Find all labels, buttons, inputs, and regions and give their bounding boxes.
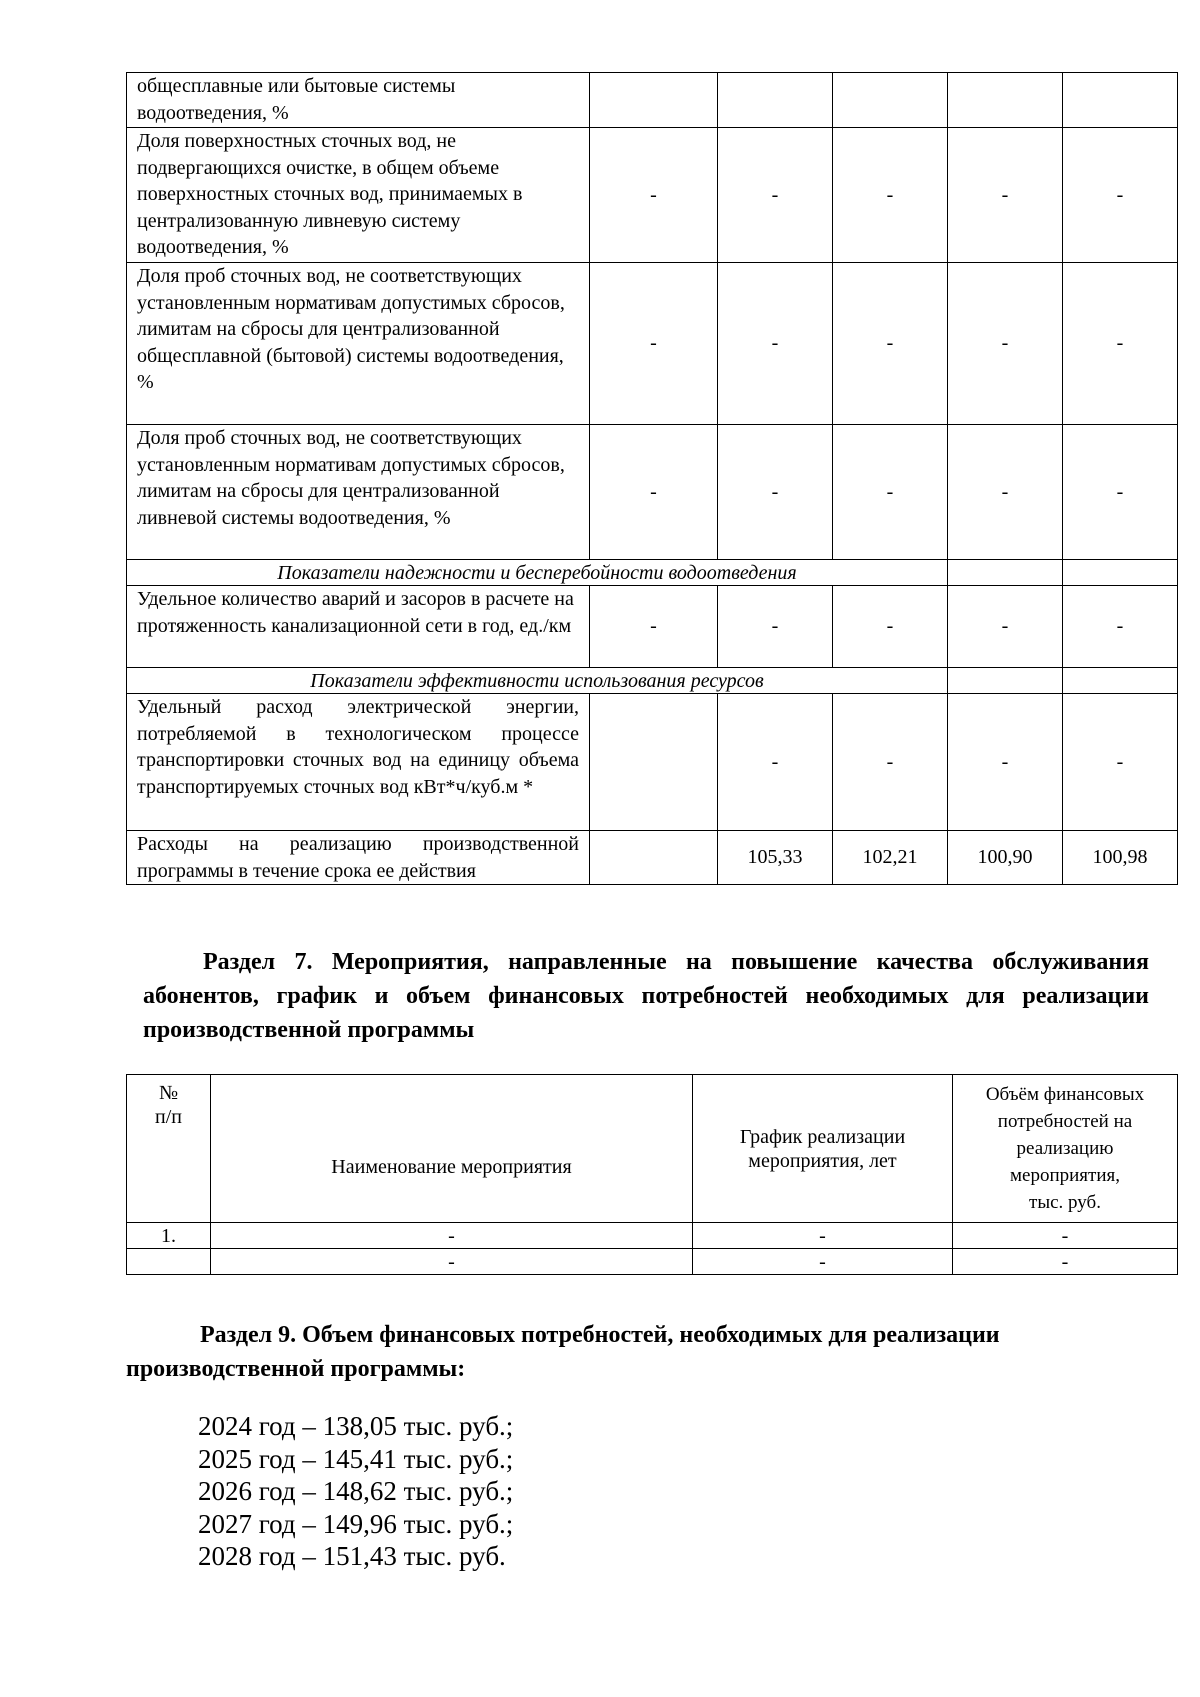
- table-header-row: [127, 1075, 1178, 1223]
- table-row: [127, 694, 1178, 831]
- indicator-value: -: [948, 128, 1063, 263]
- indicator-value: -: [1063, 128, 1178, 263]
- indicator-value: -: [833, 586, 948, 668]
- list-item: 2025 год – 145,41 тыс. руб.;: [198, 1443, 514, 1474]
- table-row: [127, 425, 1178, 560]
- indicator-value: -: [590, 586, 718, 668]
- indicator-value: 100,90: [948, 831, 1063, 885]
- indicator-name: Доля поверхностных сточных вод, не подвергающихся очистке, в общем объеме поверхностных сточных вод, принимаемых в централизованную ливневую систему водоотведения, %: [127, 128, 590, 263]
- indicator-value: -: [833, 128, 948, 263]
- section7-title: Раздел 7. Мероприятия, направленные на повышение качества обслуживания абонентов, график и объем финансовых потребностей необходимых для реализации производственной программы: [143, 949, 1149, 1043]
- indicator-value: [718, 73, 833, 128]
- row-schedule: -: [693, 1223, 953, 1249]
- row-volume: -: [953, 1249, 1178, 1275]
- list-item: 2024 год – 138,05 тыс. руб.;: [198, 1411, 514, 1441]
- indicator-value: [590, 73, 718, 128]
- indicator-name: Удельное количество аварий и засоров в расчете на протяженность канализационной сети в год, ед./км: [127, 586, 590, 668]
- indicator-name: Доля проб сточных вод, не соответствующих установленным нормативам допустимых сбросов, лимитам на сбросы для централизованной ливневой системы водоотведения, %: [127, 425, 590, 560]
- indicator-value: 105,33: [718, 831, 833, 885]
- section-heading: Показатели надежности и бесперебойности водоотведения: [127, 560, 948, 586]
- indicator-value: -: [1063, 694, 1178, 831]
- row-num: 1.: [127, 1223, 211, 1249]
- indicator-value: -: [718, 586, 833, 668]
- table-row: [127, 73, 1178, 128]
- indicator-value: [833, 73, 948, 128]
- list-item: 2026 год – 148,62 тыс. руб.;: [198, 1476, 514, 1506]
- indicator-value: -: [948, 694, 1063, 831]
- table-row: [127, 1249, 1178, 1275]
- financial-needs-list: [198, 1410, 513, 1573]
- table-row: [127, 263, 1178, 425]
- indicator-value: 100,98: [1063, 831, 1178, 885]
- table-row: [127, 586, 1178, 668]
- row-name: -: [211, 1249, 693, 1275]
- col-header-volume: Объём финансовых потребностей на реализацию мероприятия, тыс. руб.: [953, 1075, 1178, 1223]
- col-header-num: № п/п: [127, 1075, 211, 1223]
- indicator-name: Доля проб сточных вод, не соответствующих установленным нормативам допустимых сбросов, лимитам на сбросы для централизованной общесплавной (бытовой) системы водоотведения, %: [127, 263, 590, 425]
- indicator-value: -: [590, 128, 718, 263]
- indicator-value: -: [718, 694, 833, 831]
- row-name: -: [211, 1223, 693, 1249]
- list-item: 2028 год – 151,43 тыс. руб.: [198, 1541, 506, 1571]
- empty-cell: [1063, 560, 1178, 586]
- indicator-value: [590, 694, 718, 831]
- indicator-value: [1063, 73, 1178, 128]
- section-row: [127, 668, 1178, 694]
- measures-table: [126, 1074, 1178, 1275]
- empty-cell: [948, 668, 1063, 694]
- list-item: 2027 год – 149,96 тыс. руб.;: [198, 1508, 514, 1539]
- col-header-schedule: График реализации мероприятия, лет: [693, 1075, 953, 1223]
- indicator-value: -: [718, 128, 833, 263]
- row-volume: -: [953, 1223, 1178, 1249]
- empty-cell: [948, 560, 1063, 586]
- section-heading: Показатели эффективности использования ресурсов: [127, 668, 948, 694]
- indicator-value: [948, 73, 1063, 128]
- indicator-value: 102,21: [833, 831, 948, 885]
- indicator-value: -: [1063, 586, 1178, 668]
- indicator-value: -: [833, 263, 948, 425]
- indicator-value: -: [948, 586, 1063, 668]
- table-row: [127, 831, 1178, 885]
- indicator-value: -: [590, 263, 718, 425]
- indicator-value: -: [718, 425, 833, 560]
- row-num: [127, 1249, 211, 1275]
- section-row: [127, 560, 1178, 586]
- indicator-value: -: [948, 425, 1063, 560]
- indicator-name: Удельный расход электрической энергии, потребляемой в технологическом процессе транспортировки сточных вод на единицу объема транспортируемых сточных вод кВт*ч/куб.м *: [127, 694, 590, 831]
- indicator-value: -: [590, 425, 718, 560]
- indicator-value: [590, 831, 718, 885]
- indicators-table: [126, 72, 1178, 885]
- row-schedule: -: [693, 1249, 953, 1275]
- indicator-value: -: [948, 263, 1063, 425]
- table-row: [127, 128, 1178, 263]
- indicator-value: -: [833, 694, 948, 831]
- col-header-name: Наименование мероприятия: [211, 1075, 693, 1223]
- indicator-name: Расходы на реализацию производственной программы в течение срока ее действия: [127, 831, 590, 885]
- indicator-value: -: [1063, 263, 1178, 425]
- indicator-name: общесплавные или бытовые системы водоотведения, %: [127, 73, 590, 128]
- indicator-value: -: [833, 425, 948, 560]
- empty-cell: [1063, 668, 1178, 694]
- table-row: [127, 1223, 1178, 1249]
- section9-title: Раздел 9. Объем финансовых потребностей, необходимых для реализации производственной программы:: [126, 1322, 1000, 1382]
- indicator-value: -: [1063, 425, 1178, 560]
- indicator-value: -: [718, 263, 833, 425]
